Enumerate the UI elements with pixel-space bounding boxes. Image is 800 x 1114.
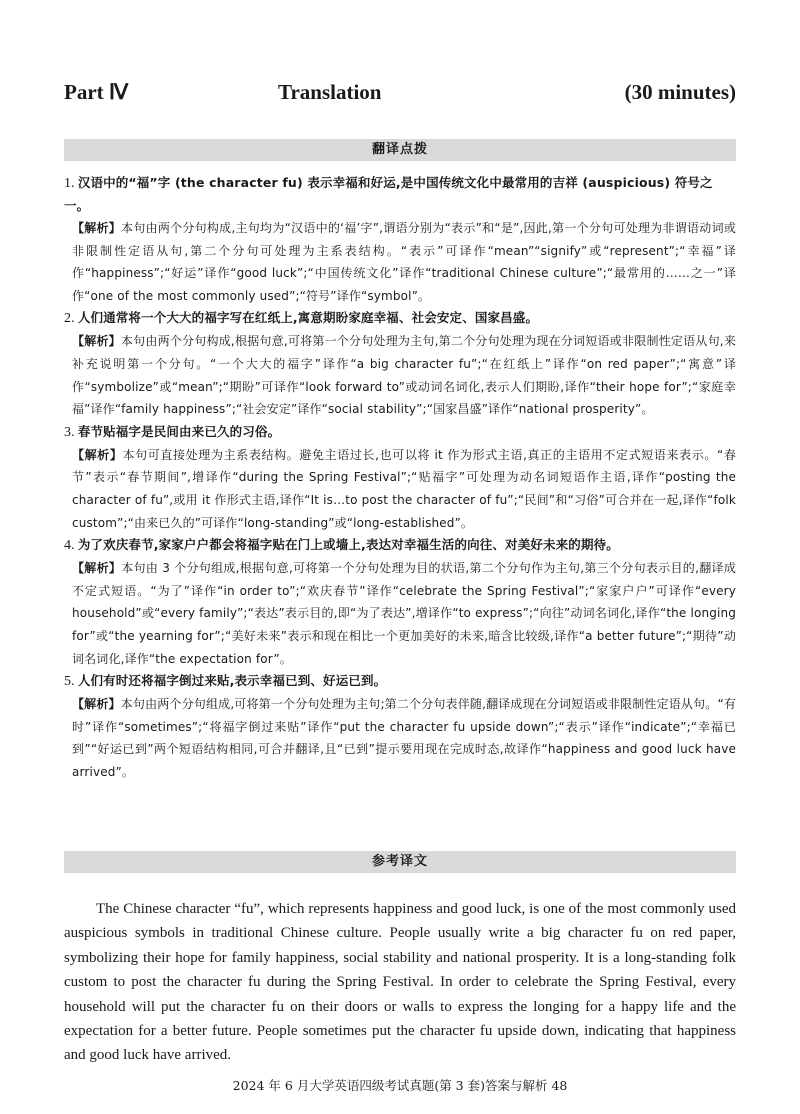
reference-translation: The Chinese character “fu”, which represents happiness and good luck, is one of the most commonly used auspicious symbols in traditional Chinese culture. People usually write a big character fu on red paper, symbolizing their hope for family happiness, social stability and national prosperity. It is a long-standing folk custom to post the character fu during the Spring Festival. In order to celebrate the Spring Festival, every household will put the character fu on their doors or walls to express the longing for a happy life and the expectation for a better future. People sometimes put the character fu upside down, indicating that happiness and good luck have arrived. <box>64 901 736 1064</box>
translation-notes <box>64 172 736 783</box>
note-item-1 <box>64 172 736 307</box>
source-sentence: 2. 人们通常将一个大大的福字写在红纸上,寓意期盼家庭幸福、社会安定、国家昌盛。 <box>64 310 539 327</box>
note-item-2 <box>64 307 736 420</box>
source-sentence: 5. 人们有时还将福字倒过来贴,表示幸福已到、好运已到。 <box>64 673 387 690</box>
analysis: 【解析】本句由 3 个分句组成,根据句意,可将第一个分句处理为目的状语,第二个分句作为主句,第三个分句表示目的,翻译成不定式短语。“为了”译作“in order to”;“欢庆春节”译作“celebrate the Spring Festival”;“家家户户”可译作“every household”或“every family”;“表达”表示目的,即“为了表达”,增译作“to express”;“向往”动词名词化,译作“the longing for”或“the yearning for”;“美好未来”表示和现在相比一个更加美好的未来,暗含比较级,译作“a better future”;“期待”动词名词化,译作“the expectation for”。 <box>72 561 736 666</box>
source-sentence: 1. 汉语中的“福”字 (the character fu) 表示幸福和好运,是中国传统文化中最常用的吉祥 (auspicious) 符号之一。 <box>64 175 713 213</box>
section-heading-reference: 参考译文 <box>64 851 736 873</box>
time-limit: (30 minutes) <box>624 80 736 104</box>
note-item-5 <box>64 670 736 783</box>
analysis: 【解析】本句可直接处理为主系表结构。避免主语过长,也可以将 it 作为形式主语,真正的主语用不定式短语来表示。“春节”表示“春节期间”,增译作“during the Spring Festival”;“贴福字”可处理为动名词短语作主语,译作“posting the character of fu”,或用 it 作形式主语,译作“It is…to post the character of fu”;“民间”和“习俗”可合并在一起,译作“folk custom”;“由来已久的”可译作“long-standing”或“long-established”。 <box>72 447 737 530</box>
source-sentence: 3. 春节贴福字是民间由来已久的习俗。 <box>64 423 281 440</box>
part-label: Part Ⅳ <box>64 80 129 104</box>
section-heading-tips: 翻译点拨 <box>64 139 736 161</box>
section-title: Translation <box>278 80 382 104</box>
analysis: 【解析】本句由两个分句组成,可将第一个分句处理为主句;第二个分句表伴随,翻译成现在分词短语或非限制性定语从句。“有时”译作“sometimes”;“将福字倒过来贴”译作“put the character fu upside down”;“表示”译作“indicate”;“幸福已到”“好运已到”两个短语结构相同,可合并翻译,且“已到”提示要用现在完成时态,故译作“happiness and good luck have arrived”。 <box>72 697 736 779</box>
analysis: 【解析】本句由两个分句构成,主句均为“汉语中的‘福’字”,谓语分别为“表示”和“是”,因此,第一个分句可处理为非谓语动词或非限制性定语从句,第二个分句可处理为主系表结构。“表示”可译作“mean”“signify”或“represent”;“幸福”译作“happiness”;“好运”译作“good luck”;“中国传统文化”译作“traditional Chinese culture”;“最常用的……之一”译作“one of the most commonly used”;“符号”译作“symbol”。 <box>72 221 736 303</box>
note-item-4 <box>64 534 736 670</box>
part-header <box>64 80 736 110</box>
note-item-3 <box>64 421 736 534</box>
analysis: 【解析】本句由两个分句构成,根据句意,可将第一个分句处理为主句,第二个分句处理为现在分词短语或非限制性定语从句,来补充说明第一个分句。“一个大大的福字”译作“a big character fu”;“在红纸上”译作“on red paper”;“寓意”译作“symbolize”或“mean”;“期盼”可译作“look forward to”或动词名词化,表示人们期盼,译作“their hope for”;“家庭幸福”译作“family happiness”;“社会安定”译作“social stability”;“国家昌盛”译作“national prosperity”。 <box>72 334 736 417</box>
page-footer: 2024 年 6 月大学英语四级考试真题(第 3 套)答案与解析 48 <box>232 1078 568 1093</box>
source-sentence: 4. 为了欢庆春节,家家户户都会将福字贴在门上或墙上,表达对幸福生活的向往、对美好未来的期待。 <box>64 537 619 554</box>
